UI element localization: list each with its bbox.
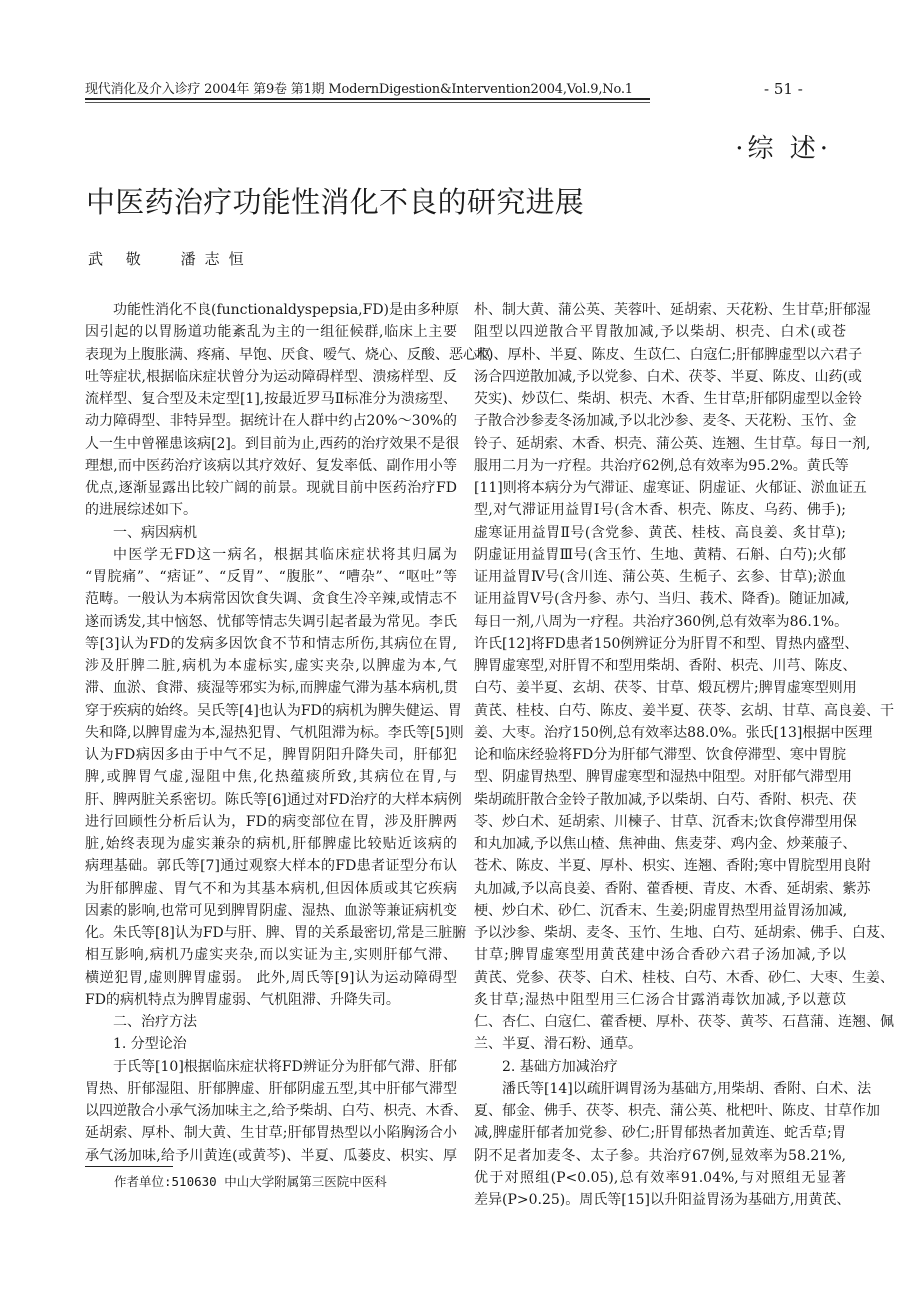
section-heading	[85, 1033, 457, 1055]
text-line: 姜、大枣。治疗150例,总有效率达88.0%。张氏[13]根据中医理	[474, 724, 873, 741]
text-line: 延胡索、厚朴、制大黄、生甘草;肝郁胃热型以小陷胸汤合小	[85, 1125, 457, 1142]
text-line: 遂而诱发,其中恼怒、忧郁等情志失调引起者最为常见。李氏	[85, 613, 457, 630]
text-line: 阻型以四逆散合平胃散加减,予以柴胡、枳壳、白术(或苍	[474, 324, 846, 341]
text-line: [11]则将本病分为气滞证、虚寒证、阴虚证、火郁证、淤血证五	[474, 480, 867, 496]
left-column	[85, 299, 491, 1167]
text-line: 优于对照组(P<0.05),总有效率91.04%,与对照组无显著	[474, 1169, 846, 1186]
text-line: 和丸加减,予以焦山楂、焦神曲、焦麦芽、鸡内金、炒莱菔子、	[474, 836, 857, 852]
text-line: 苓、炒白术、延胡索、川楝子、甘草、沉香末;饮食停滞型用保	[474, 813, 857, 830]
page-number: - 51 -	[764, 80, 803, 98]
paragraph	[85, 299, 491, 522]
text-line: 人一生中曾罹患该病[2]。到目前为止,西药的治疗效果不是很	[85, 435, 460, 452]
text-line: 的进展综述如下。	[85, 502, 197, 519]
text-line: 子散合沙参麦冬汤加减,予以北沙参、麦冬、天花粉、玉竹、金	[474, 413, 857, 430]
text-line: FD的病机特点为脾胃虚弱、气机阻滞、升降失司。	[85, 991, 400, 1008]
text-line: 滞、血淤、食滞、痰湿等邪实为标,而脾虚气滞为基本病机,贯	[85, 680, 458, 697]
text-line: 差异(P>0.25)。周氏等[15]以升阳益胃汤为基础方,用黄芪、	[474, 1192, 851, 1208]
text-line: 二、治疗方法	[113, 1014, 197, 1030]
author: 武 敬	[88, 250, 150, 268]
text-line: 证用益胃Ⅴ号(含丹参、赤勺、当归、莪术、降香)。随证加减,	[474, 591, 850, 608]
footnote-affiliation: 作者单位:510630 中山大学附属第三医院中医科	[114, 1174, 387, 1189]
text-line: 横逆犯胃,虚则脾胃虚弱。 此外,周氏等[9]认为运动障碍型	[85, 969, 457, 986]
text-line: 中医学无FD这一病名，根据其临床症状将其归属为	[113, 546, 457, 563]
text-line: 服用二月为一疗程。共治疗62例,总有效率为95.2%。黄氏等	[474, 457, 849, 474]
text-line: 黄芪、桂枝、白芍、陈皮、姜半夏、茯苓、玄胡、甘草、高良姜、干	[474, 702, 894, 719]
text-line: 为肝郁脾虚、胃气不和为其基本病机,但因体质或其它疾病	[85, 880, 457, 897]
text-line: 认为FD病因多由于中气不足，脾胃阴阳升降失司，肝郁犯	[85, 747, 457, 763]
text-line: 因素的影响,也常可见到脾胃阴虚、湿热、血淤等兼证病机变	[85, 902, 457, 919]
text-line: 化。朱氏等[8]认为FD与肝、脾、胃的关系最密切,常是三脏腑	[85, 925, 467, 941]
text-line: 2. 基础方加减治疗	[502, 1058, 618, 1075]
text-line: 型、阴虚胃热型、脾胃虚寒型和湿热中阻型。对肝郁气滞型用	[474, 769, 852, 786]
text-line: 柴胡疏肝散合金铃子散加减,予以柴胡、白芍、香附、枳壳、茯	[474, 791, 857, 808]
text-line: 甘草;脾胃虚寒型用黄芪建中汤合香砂六君子汤加减,予以	[474, 947, 846, 964]
text-line: “胃脘痛”、“痞证”、“反胃”、“腹胀”、“嘈杂”、“呕吐”等	[85, 569, 457, 585]
text-line: 阴虚证用益胃Ⅲ号(含玉竹、生地、黄精、石斛、白芍);火郁	[474, 546, 846, 563]
text-line: 潘氏等[14]以疏肝调胃汤为基础方,用柴胡、香附、白术、法	[502, 1080, 872, 1097]
text-line: 铃子、延胡索、木香、枳壳、蒲公英、连翘、生甘草。每日一剂,	[474, 435, 871, 452]
text-line: 理想,而中医药治疗该病以其疗效好、复发率低、副作用小等	[85, 457, 457, 474]
text-line: 予以沙参、柴胡、麦冬、玉竹、生地、白芍、延胡索、佛手、白芨、	[474, 925, 894, 941]
text-line: 表现为上腹胀满、疼痛、早饱、厌食、嗳气、烧心、反酸、恶心呕	[85, 346, 491, 363]
header-rule	[85, 98, 650, 103]
text-line: 术)、厚朴、半夏、陈皮、生苡仁、白寇仁;肝郁脾虚型以六君子	[474, 346, 863, 363]
text-line: 以四逆散合小承气汤加味主之,给予柴胡、白芍、枳壳、木香、	[85, 1103, 468, 1119]
text-line: 等[3]认为FD的发病多因饮食不节和情志所伤,其病位在胃,	[85, 635, 457, 652]
text-line: 胃热、肝郁湿阻、肝郁脾虚、肝郁阴虚五型,其中肝郁气滞型	[85, 1080, 457, 1097]
text-line: 丸加减,予以高良姜、香附、藿香梗、青皮、木香、延胡索、紫苏	[474, 880, 871, 897]
text-line: 梗、炒白术、砂仁、沉香末、生姜;阴虚胃热型用益胃汤加减,	[474, 902, 848, 919]
text-line: 兰、半夏、滑石粉、通草。	[474, 1036, 642, 1053]
text-line: 虚寒证用益胃Ⅱ号(含党参、黄芪、桂枝、高良姜、炙甘草);	[474, 524, 846, 541]
text-line: 脾胃虚寒型,对肝胃不和型用柴胡、香附、枳壳、川芎、陈皮、	[474, 658, 857, 674]
running-header: 现代消化及介入诊疗 2004年 第9卷 第1期 ModernDigestion&Intervention2004,Vol.9,No.1	[85, 82, 633, 97]
text-line: 阴不足者加麦冬、太子参。共治疗67例,显效率为58.21%,	[474, 1147, 846, 1164]
text-line: 病理基础。郭氏等[7]通过观察大样本的FD患者证型分布认	[85, 858, 457, 875]
text-line: 白芍、姜半夏、玄胡、茯苓、甘草、煅瓦楞片;脾胃虚寒型则用	[474, 680, 857, 697]
paragraph	[85, 544, 467, 1011]
paragraph	[474, 1078, 880, 1212]
text-line: 肝、脾两脏关系密切。陈氏等[6]通过对FD治疗的大样本病例	[85, 791, 462, 808]
text-line: 失和降,以脾胃虚为本,湿热犯胃、气机阻滞为标。李氏等[5]则	[85, 724, 464, 741]
text-line: 流样型、复合型及未定型[1],按最近罗马Ⅱ标准分为溃疡型、	[85, 391, 457, 407]
text-line: 相互影响,病机乃虚实夹杂,而以实证为主,实则肝郁气滞、	[85, 947, 457, 964]
section-heading	[85, 1011, 457, 1033]
author: 潘志恒	[180, 250, 253, 268]
text-line: 范畴。一般认为本病常因饮食失调、贪食生冷辛辣,或情志不	[85, 591, 457, 608]
text-line: 汤合四逆散加减,予以党参、白术、茯苓、半夏、陈皮、山药(或	[474, 368, 862, 385]
text-line: 功能性消化不良(functionaldyspepsia,FD)是由多种原	[113, 302, 460, 318]
text-line: 于氏等[10]根据临床症状将FD辨证分为肝郁气滞、肝郁	[113, 1058, 457, 1075]
text-line: 承气汤加味,给予川黄连(或黄芩)、半夏、瓜蒌皮、枳实、厚	[85, 1147, 457, 1164]
text-line: 黄芪、党参、茯苓、白术、桂枝、白芍、木香、砂仁、大枣、生姜、	[474, 969, 894, 986]
paragraph	[85, 1056, 468, 1167]
text-line: 每日一剂,八周为一疗程。共治疗360例,总有效率为86.1%。	[474, 613, 849, 630]
text-line: 减,脾虚肝郁者加党参、砂仁;肝胃郁热者加黄连、蛇舌草;胃	[474, 1125, 846, 1142]
footnote-rule	[85, 1166, 173, 1167]
text-line: 优点,逐渐显露出比较广阔的前景。现就目前中医药治疗FD	[85, 480, 457, 496]
text-line: 脏,始终表现为虚实兼杂的病机,肝郁脾虚比较贴近该病的	[85, 836, 457, 852]
text-line: 吐等症状,根据临床症状曾分为运动障碍样型、溃疡样型、反	[85, 368, 457, 385]
section-heading	[474, 1056, 846, 1078]
text-line: 穿于疾病的始终。吴氏等[4]也认为FD的病机为脾失健运、胃	[85, 702, 462, 719]
text-line: 夏、郁金、佛手、茯苓、枳壳、蒲公英、枇杷叶、陈皮、甘草作加	[474, 1103, 880, 1119]
text-line: 一、病因病机	[113, 524, 197, 541]
text-line: 证用益胃Ⅳ号(含川连、蒲公英、生栀子、玄参、甘草);淤血	[474, 569, 846, 585]
text-line: 许氏[12]将FD患者150例辨证分为肝胃不和型、胃热内盛型、	[474, 635, 859, 652]
paragraph	[474, 299, 894, 1056]
section-heading	[85, 522, 457, 544]
text-line: 动力障碍型、非特异型。据统计在人群中约占20%～30%的	[85, 413, 457, 430]
text-line: 芡实)、炒苡仁、柴胡、枳壳、木香、生甘草;肝郁阴虚型以金铃	[474, 391, 863, 407]
section-label: ·综 述·	[735, 134, 832, 164]
text-line: 朴、制大黄、蒲公英、芙蓉叶、延胡索、天花粉、生甘草;肝郁湿	[474, 302, 871, 318]
text-line: 因引起的以胃肠道功能紊乱为主的一组征候群,临床上主要	[85, 324, 457, 341]
text-line: 仁、杏仁、白寇仁、藿香梗、厚朴、茯苓、黄芩、石菖蒲、连翘、佩	[474, 1014, 894, 1030]
text-line: 进行回顾性分析后认为，FD的病变部位在胃，涉及肝脾两	[85, 813, 457, 830]
text-line: 论和临床经验将FD分为肝郁气滞型、饮食停滞型、寒中胃脘	[474, 747, 846, 763]
text-line: 炙甘草;湿热中阻型用三仁汤合甘露消毒饮加减,予以薏苡	[474, 991, 846, 1008]
text-line: 型,对气滞证用益胃Ⅰ号(含木香、枳壳、陈皮、乌药、佛手);	[474, 502, 846, 519]
authors	[88, 248, 279, 269]
text-line: 涉及肝脾二脏,病机为本虚标实,虚实夹杂,以脾虚为本,气	[85, 658, 457, 674]
text-line: 脾,或脾胃气虚,湿阻中焦,化热蕴痰所致,其病位在胃,与	[85, 769, 457, 786]
article-title: 中医药治疗功能性消化不良的研究进展	[86, 185, 585, 219]
text-line: 苍术、陈皮、半夏、厚朴、枳实、连翘、香附;寒中胃脘型用良附	[474, 858, 871, 875]
text-line: 1. 分型论治	[113, 1036, 187, 1053]
right-column	[474, 299, 894, 1211]
